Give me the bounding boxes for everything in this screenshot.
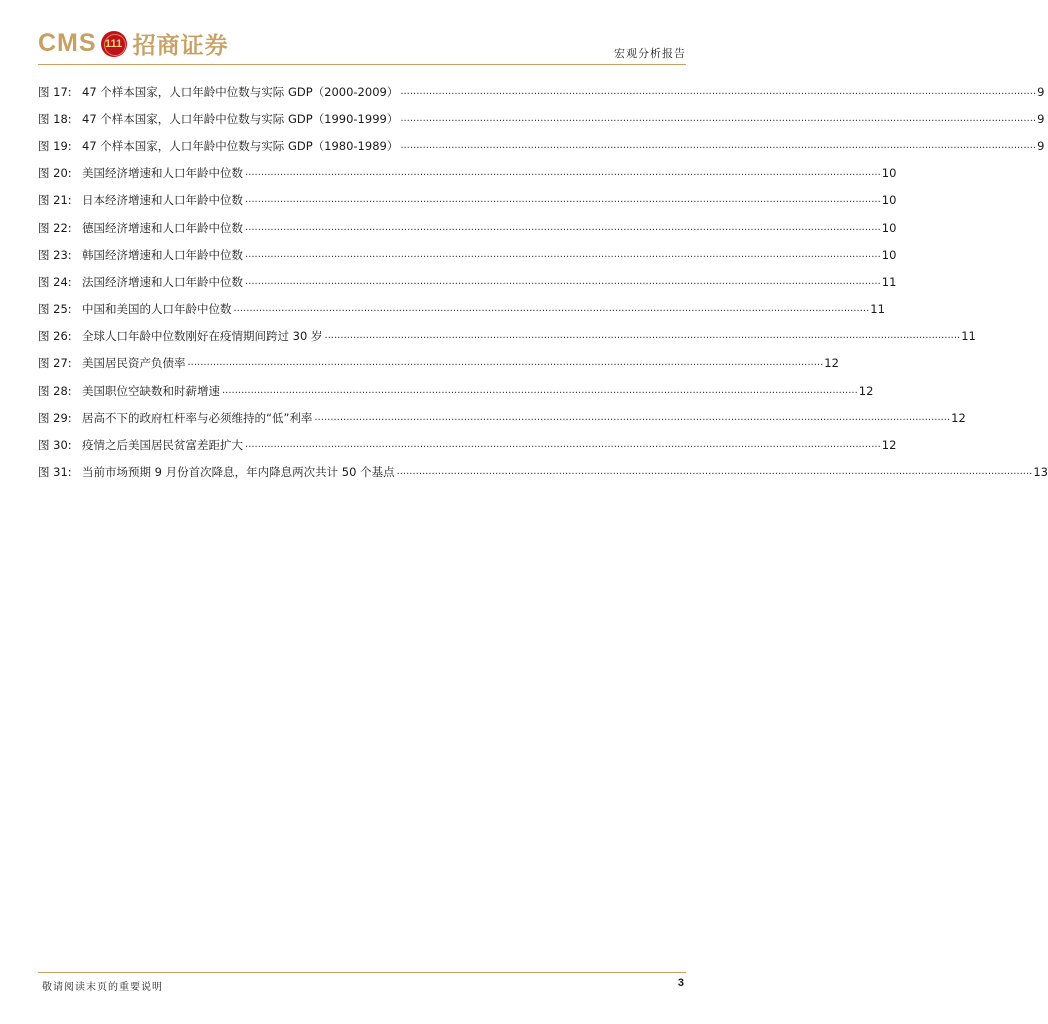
toc-dot-leader: ........................................................................................................................................................................................................ [245,248,881,260]
toc-entry[interactable] [38,268,897,295]
toc-dot-leader: ........................................................................................................................................................................................................ [314,411,951,423]
toc-entry-label: 图 20: [38,166,72,181]
toc-entry-label: 图 22: [38,220,72,235]
toc-entry[interactable] [38,350,839,377]
toc-entry-page: 10 [881,220,897,235]
toc-entry-title: 美国职位空缺数和时薪增速 [82,383,220,398]
toc-entry-page: 9 [1037,84,1045,99]
toc-entry[interactable] [38,78,1045,105]
toc-entry-title: 德国经济增速和人口年龄中位数 [82,220,243,235]
toc-entry-page: 11 [961,329,976,344]
toc-entry[interactable] [38,241,897,268]
toc-dot-leader: ........................................................................................................................................................................................................ [222,384,858,396]
toc-entry-page: 9 [1037,138,1045,153]
toc-entry-page: 12 [881,438,897,453]
toc-dot-leader: ........................................................................................................................................................................................................ [245,439,881,451]
toc-entry-label: 图 24: [38,274,72,289]
toc-dot-leader: ........................................................................................................................................................................................................ [233,303,870,315]
toc-entry-page: 10 [881,247,897,262]
cms-logo [38,27,229,60]
toc-dot-leader: ........................................................................................................................................................................................................ [245,275,881,287]
toc-entry[interactable] [38,296,885,323]
toc-entry-page: 12 [858,383,874,398]
toc-entry-title: 中国和美国的人口年龄中位数 [82,302,232,317]
toc-entry-label: 图 18: [38,111,72,126]
logo-emblem-icon: 111 [101,31,127,57]
toc-entry-label: 图 17: [38,84,72,99]
toc-entry[interactable] [38,431,897,458]
toc-entry[interactable] [38,132,1045,159]
toc-entry-label: 图 19: [38,138,72,153]
toc-entry-label: 图 30: [38,438,72,453]
toc-entry[interactable] [38,404,966,431]
toc-entry[interactable] [38,105,1045,132]
toc-entry-title: 美国经济增速和人口年龄中位数 [82,166,243,181]
toc-entry-label: 图 25: [38,302,72,317]
toc-entry[interactable] [38,459,1048,486]
toc-entry[interactable] [38,377,874,404]
page-header [0,0,724,70]
toc-dot-leader: ........................................................................................................................................................................................................ [400,112,1037,124]
toc-dot-leader: ........................................................................................................................................................................................................ [187,357,824,369]
toc-entry-label: 图 21: [38,193,72,208]
toc-entry-title: 47 个样本国家，人口年龄中位数与实际 GDP（2000-2009） [82,84,399,99]
toc-entry-title: 法国经济增速和人口年龄中位数 [82,274,243,289]
toc-entry-label: 图 27: [38,356,72,371]
toc-entry-title: 日本经济增速和人口年龄中位数 [82,193,243,208]
toc-dot-leader: ........................................................................................................................................................................................................ [245,194,881,206]
toc-entry-page: 11 [881,274,897,289]
toc-entry-title: 47 个样本国家，人口年龄中位数与实际 GDP（1980-1989） [82,138,399,153]
toc-entry-label: 图 26: [38,329,72,344]
page-number: 3 [677,977,684,989]
toc-entry-title: 居高不下的政府杠杆率与必须维持的“低”利率 [82,410,313,425]
logo-chinese-text: 招商证券 [132,32,229,59]
toc-entry-title: 韩国经济增速和人口年龄中位数 [82,247,243,262]
toc-entry-title: 疫情之后美国居民贫富差距扩大 [82,438,243,453]
footer-divider [38,972,686,973]
toc-entry[interactable] [38,187,897,214]
toc-entry-page: 10 [881,193,897,208]
toc-entry-title: 美国居民资产负债率 [82,356,186,371]
toc-dot-leader: ........................................................................................................................................................................................................ [400,139,1037,151]
toc-dot-leader: ........................................................................................................................................................................................................ [400,85,1037,97]
disclaimer-note: 敬请阅读末页的重要说明 [42,982,163,993]
toc-entry-title: 当前市场预期 9 月份首次降息，年内降息两次共计 50 个基点 [82,465,395,480]
toc-entry-label: 图 31: [38,465,72,480]
toc-entry[interactable] [38,323,976,350]
report-type-label: 宏观分析报告 [614,47,686,60]
toc-entry-page: 10 [881,166,897,181]
toc-entry-page: 11 [870,302,885,317]
toc-entry-page: 12 [824,356,839,371]
logo-latin-text: CMS [38,29,97,57]
toc-entry[interactable] [38,160,897,187]
toc-entry-label: 图 28: [38,383,72,398]
toc-entry-title: 47 个样本国家，人口年龄中位数与实际 GDP（1990-1999） [82,111,399,126]
figure-list [38,78,1048,486]
toc-entry-page: 9 [1037,111,1045,126]
toc-entry-label: 图 29: [38,410,72,425]
toc-dot-leader: ........................................................................................................................................................................................................ [245,167,881,179]
toc-entry-title: 全球人口年龄中位数刚好在疫情期间跨过 30 岁 [82,329,323,344]
toc-entry-page: 13 [1033,465,1048,480]
toc-dot-leader: ........................................................................................................................................................................................................ [245,221,881,233]
toc-entry-page: 12 [951,410,966,425]
toc-dot-leader: ........................................................................................................................................................................................................ [324,330,961,342]
toc-dot-leader: ........................................................................................................................................................................................................ [396,466,1033,478]
toc-entry-label: 图 23: [38,247,72,262]
toc-entry[interactable] [38,214,897,241]
header-divider [38,64,686,65]
